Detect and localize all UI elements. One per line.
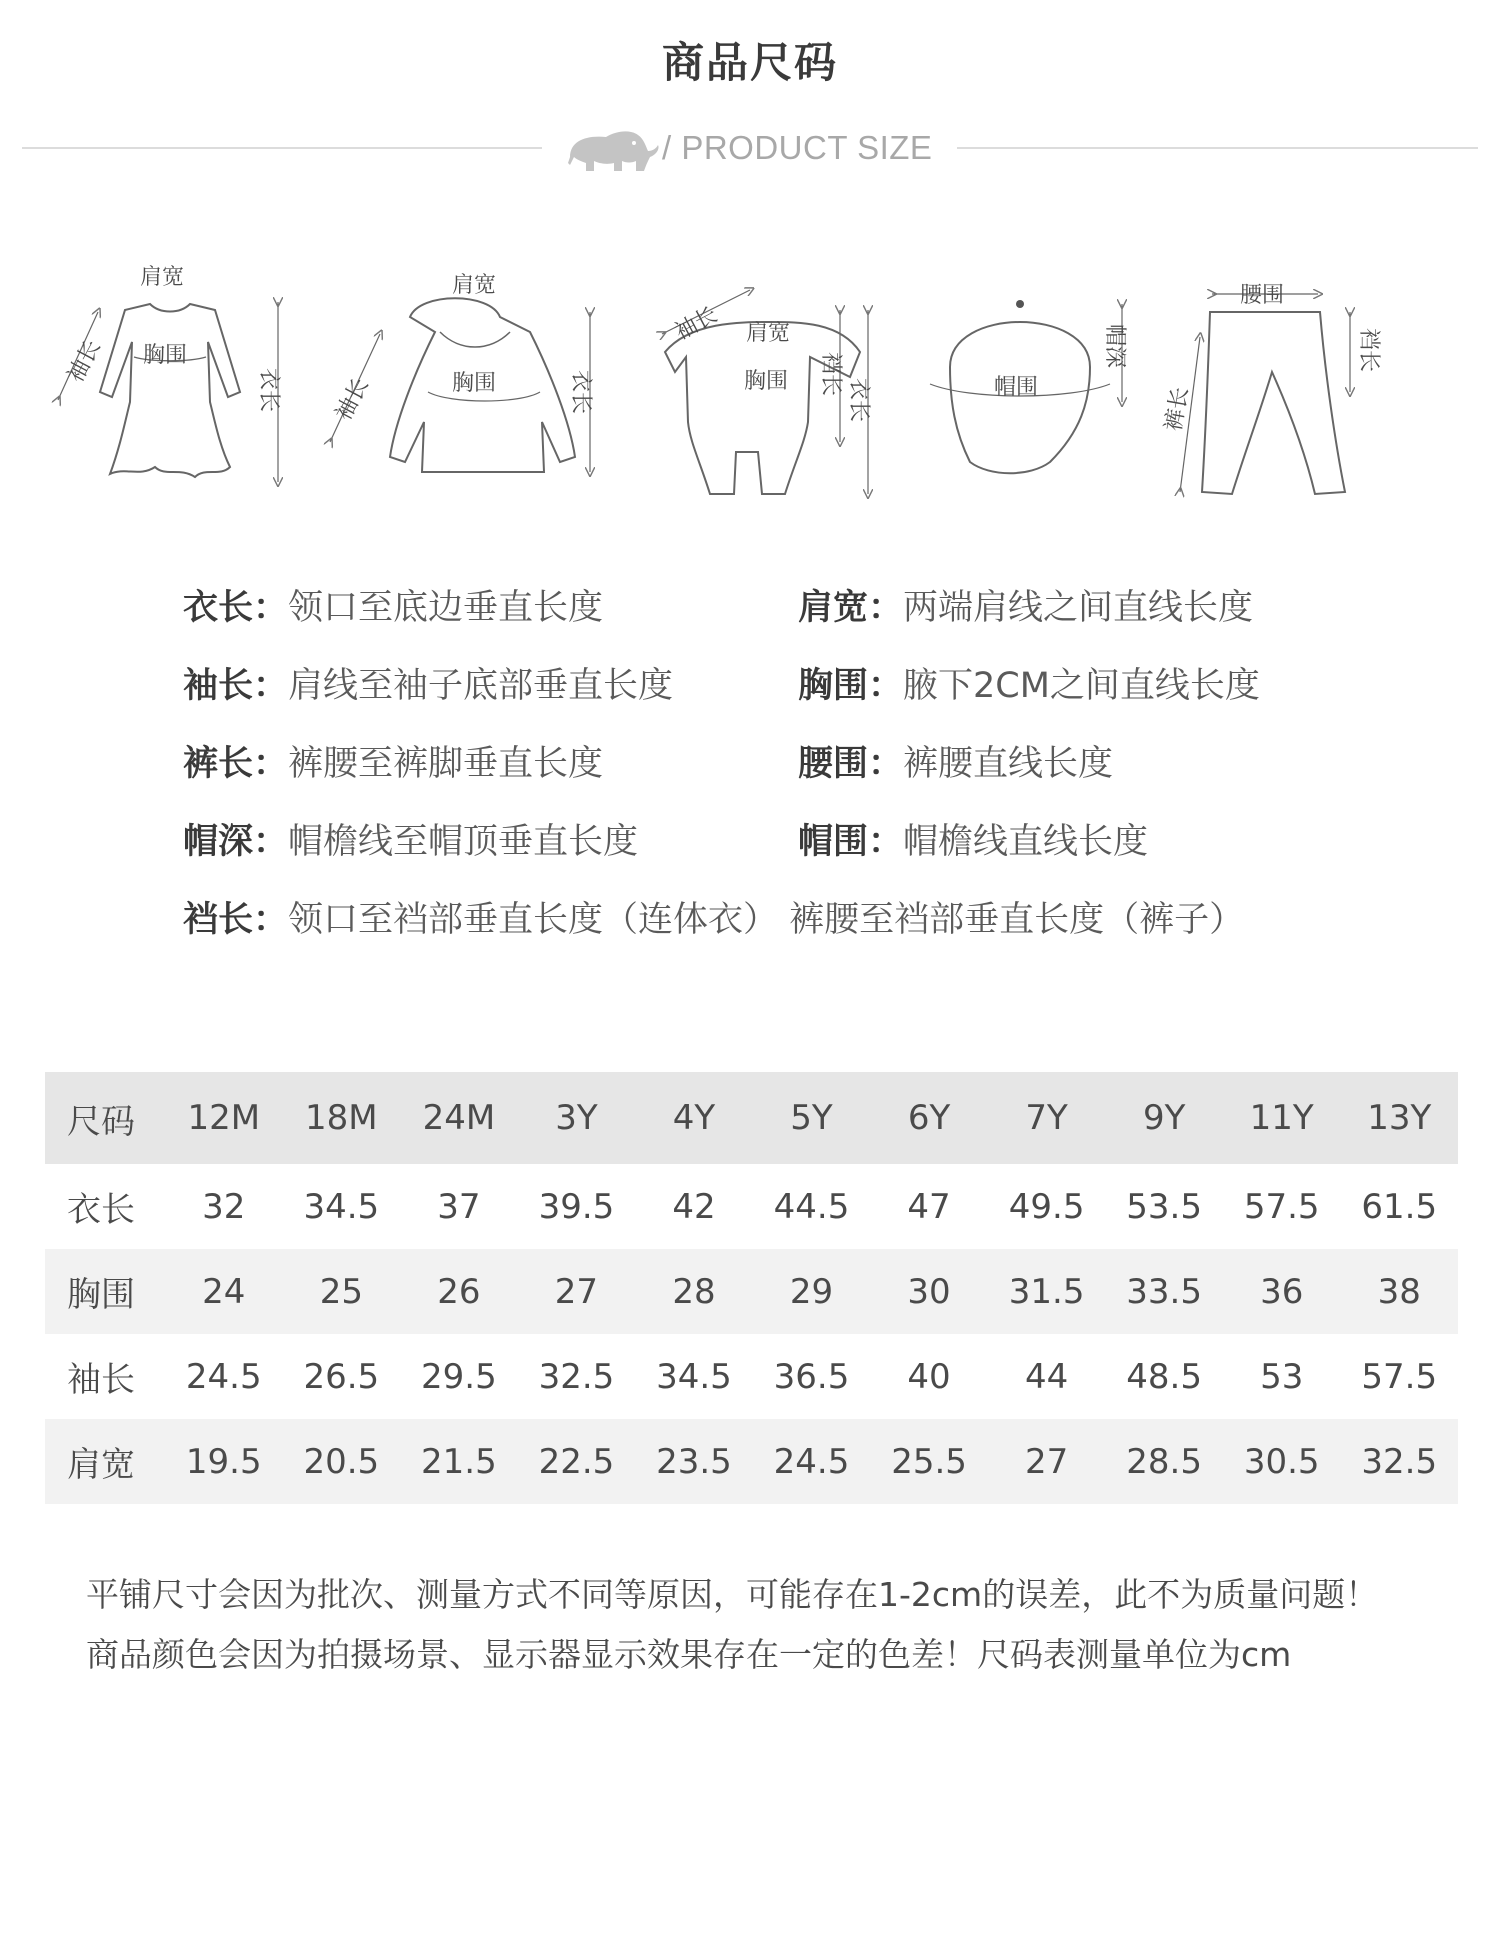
- definition-item: [183, 892, 1244, 942]
- size-table: [45, 1072, 1458, 1504]
- romper-sleeve-label: 袖长: [671, 302, 722, 346]
- table-row: [45, 1249, 1458, 1334]
- definition-term: 裆长：: [183, 900, 289, 940]
- header-cell: 尺码: [67, 1101, 135, 1142]
- table-cell: 19.5: [185, 1441, 262, 1482]
- table-cell: 22.5: [538, 1441, 615, 1482]
- elephant-icon: [562, 125, 662, 177]
- hoodie-chest-label: 胸围: [452, 371, 497, 396]
- dress-length-label: 衣长: [256, 368, 281, 413]
- table-cell: 29: [789, 1271, 834, 1312]
- table-cell: 44.5: [773, 1186, 850, 1227]
- dress-chest-label: 胸围: [143, 343, 188, 368]
- table-cell: 29.5: [421, 1356, 497, 1397]
- header-cell: 7Y: [1025, 1098, 1068, 1138]
- pants-diagram: [1180, 294, 1350, 494]
- table-cell: 28: [672, 1271, 716, 1312]
- definition-item: [183, 580, 603, 630]
- table-cell: 袖长: [67, 1360, 135, 1400]
- table-cell: 30.5: [1243, 1441, 1320, 1482]
- header-cell: 9Y: [1142, 1098, 1186, 1138]
- definition-item: [183, 736, 603, 786]
- table-cell: 30: [907, 1271, 951, 1312]
- hoodie-sleeve-label: 袖长: [331, 374, 374, 425]
- notes: [86, 1565, 1378, 1685]
- table-cell: 27: [554, 1271, 599, 1312]
- table-cell: 28.5: [1126, 1441, 1202, 1482]
- table-cell: 27: [1024, 1441, 1069, 1482]
- romper-shoulder-label: 肩宽: [746, 321, 791, 346]
- definition-desc: 两端肩线之间直线长度: [903, 588, 1254, 628]
- table-cell: 57.5: [1361, 1356, 1438, 1397]
- table-cell: 32.5: [1361, 1441, 1438, 1482]
- definition-term: 腰围：: [798, 744, 904, 784]
- table-cell: 32: [202, 1186, 246, 1227]
- definition-desc: 领口至裆部垂直长度（连体衣） 裤腰至裆部垂直长度（裤子）: [288, 900, 1245, 940]
- dress-shoulder-label: 肩宽: [140, 265, 185, 290]
- table-cell: 25.5: [891, 1441, 967, 1482]
- table-cell: 26.5: [303, 1356, 380, 1397]
- table-cell: 34.5: [303, 1186, 380, 1227]
- romper-length-label: 衣长: [846, 378, 871, 423]
- dress-diagram: [58, 276, 278, 482]
- definition-term: 帽深：: [183, 822, 289, 862]
- definition-desc: 裤腰直线长度: [903, 744, 1114, 784]
- note-line: 平铺尺寸会因为批次、测量方式不同等原因，可能存在1-2cm的误差，此不为质量问题！: [86, 1575, 1379, 1614]
- header-cell: 13Y: [1367, 1098, 1432, 1138]
- table-cell: 25: [319, 1271, 363, 1312]
- table-cell: 24.5: [773, 1441, 850, 1482]
- table-cell: 胸围: [67, 1275, 135, 1315]
- definition-term: 袖长：: [183, 666, 289, 706]
- hat-depth-label: 帽深: [1102, 324, 1127, 369]
- table-cell: 20.5: [303, 1441, 380, 1482]
- table-cell: 23.5: [656, 1441, 732, 1482]
- table-row: [45, 1164, 1458, 1249]
- hat-circ-label: 帽围: [994, 375, 1039, 400]
- table-cell: 36: [1260, 1271, 1304, 1312]
- table-cell: 40: [907, 1356, 951, 1397]
- definition-item: [183, 814, 638, 864]
- definition-desc: 肩线至袖子底部垂直长度: [288, 666, 674, 706]
- table-cell: 53.5: [1126, 1186, 1202, 1227]
- definition-term: 胸围：: [798, 666, 904, 706]
- definition-desc: 帽檐线直线长度: [903, 822, 1149, 862]
- page-title: 商品尺码: [661, 38, 838, 87]
- table-cell: 47: [907, 1186, 951, 1227]
- definition-item: [798, 736, 1113, 786]
- table-cell: 49.5: [1008, 1186, 1085, 1227]
- diagrams-svg: [50, 262, 1450, 502]
- hoodie-length-label: 衣长: [568, 370, 593, 415]
- table-cell: 26: [437, 1271, 481, 1312]
- table-cell: 42: [672, 1186, 716, 1227]
- header-cell: 11Y: [1249, 1098, 1314, 1138]
- pants-waist-label: 腰围: [1240, 283, 1285, 308]
- header-cell: 4Y: [672, 1098, 716, 1138]
- definition-term: 衣长：: [183, 588, 289, 628]
- definition-desc: 腋下2CM之间直线长度: [903, 666, 1260, 706]
- header-cell: 18M: [305, 1098, 378, 1138]
- table-cell: 32.5: [538, 1356, 615, 1397]
- table-cell: 57.5: [1243, 1186, 1320, 1227]
- definition-term: 帽围：: [798, 822, 904, 862]
- definition-term: 肩宽：: [798, 588, 904, 628]
- header-cell: 3Y: [555, 1098, 598, 1138]
- table-cell: 21.5: [421, 1441, 497, 1482]
- header-cell: 5Y: [790, 1098, 833, 1138]
- romper-crotch-label: 裆长: [818, 352, 843, 397]
- divider-left: [22, 147, 542, 149]
- dress-sleeve-label: 袖长: [63, 336, 106, 387]
- table-row: [45, 1334, 1458, 1419]
- table-cell: 48.5: [1126, 1356, 1202, 1397]
- table-cell: 肩宽: [67, 1445, 135, 1485]
- subtitle: / PRODUCT SIZE: [662, 129, 933, 166]
- pants-length-label: 裤长: [1161, 385, 1194, 434]
- table-cell: 37: [437, 1186, 481, 1227]
- header-cell: 24M: [422, 1098, 496, 1138]
- hoodie-shoulder-label: 肩宽: [452, 273, 497, 298]
- definition-item: [798, 658, 1260, 708]
- table-cell: 24: [202, 1271, 246, 1312]
- definition-desc: 帽檐线至帽顶垂直长度: [288, 822, 639, 862]
- table-cell: 33.5: [1126, 1271, 1202, 1312]
- header-cell: 12M: [187, 1098, 261, 1138]
- definition-desc: 领口至底边垂直长度: [288, 588, 604, 628]
- table-cell: 39.5: [538, 1186, 615, 1227]
- table-cell: 衣长: [67, 1190, 135, 1230]
- header-cell: 6Y: [907, 1098, 951, 1138]
- table-cell: 44: [1024, 1356, 1069, 1397]
- table-cell: 24.5: [185, 1356, 262, 1397]
- table-header-row: [45, 1072, 1458, 1164]
- table-cell: 53: [1260, 1356, 1304, 1397]
- definition-desc: 裤腰至裤脚垂直长度: [288, 744, 604, 784]
- table-cell: 34.5: [656, 1356, 732, 1397]
- definition-item: [798, 814, 1148, 864]
- table-cell: 31.5: [1008, 1271, 1085, 1312]
- divider-right: [957, 147, 1478, 149]
- table-cell: 38: [1377, 1271, 1421, 1312]
- romper-chest-label: 胸围: [744, 369, 789, 394]
- pants-crotch-label: 裆长: [1356, 328, 1381, 373]
- definition-item: [183, 658, 673, 708]
- note-line: 商品颜色会因为拍摄场景、显示器显示效果存在一定的色差！尺码表测量单位为cm: [86, 1635, 1292, 1674]
- definition-item: [798, 580, 1253, 630]
- table-row: [45, 1419, 1458, 1504]
- measurement-diagrams: [50, 262, 1450, 502]
- table-cell: 61.5: [1361, 1186, 1438, 1227]
- subtitle-row: [22, 125, 1478, 185]
- table-cell: 36.5: [773, 1356, 850, 1397]
- definition-term: 裤长：: [183, 744, 289, 784]
